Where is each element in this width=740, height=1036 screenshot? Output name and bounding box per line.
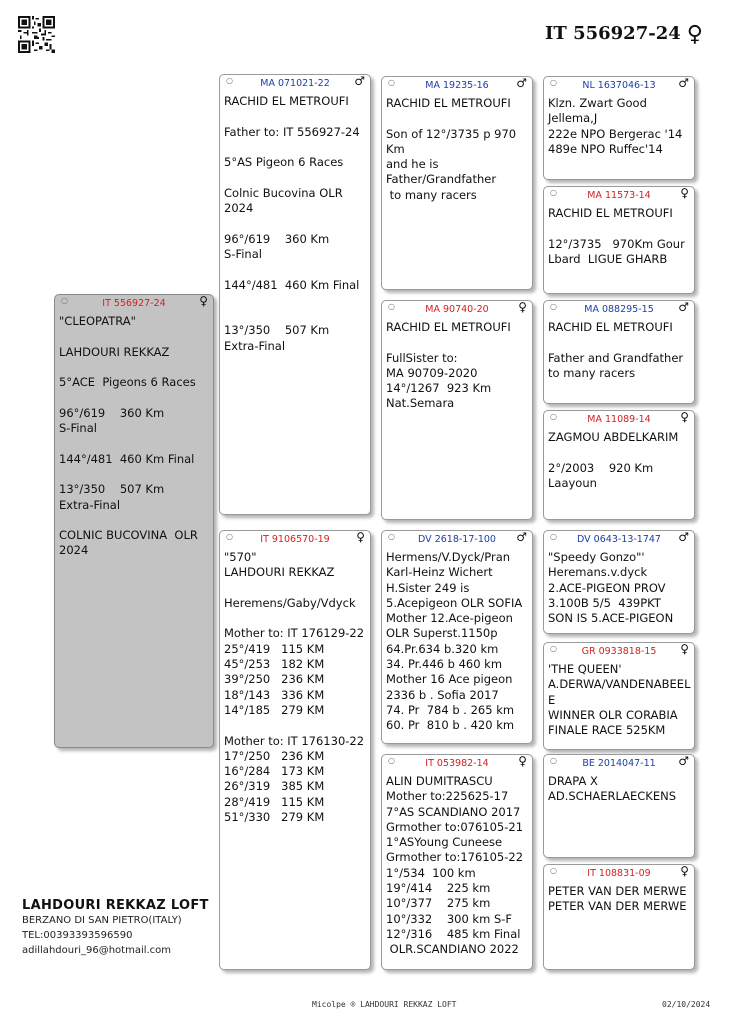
female-icon: ♀ <box>680 410 689 424</box>
female-icon: ♀ <box>686 22 703 47</box>
card-ring-number: NL 1637046-13 <box>582 80 656 91</box>
pedigree-card-mmf <box>543 754 695 858</box>
ring-number-header <box>545 22 703 47</box>
card-header <box>544 187 694 202</box>
female-icon: ♀ <box>518 300 527 314</box>
pedigree-card-ff <box>381 76 533 290</box>
small-circle-icon: ○ <box>550 302 557 311</box>
small-circle-icon: ○ <box>550 78 557 87</box>
card-ring-number: MA 11573-14 <box>587 190 651 201</box>
card-ring-number: IT 108831-09 <box>587 868 651 879</box>
card-ring-number: DV 2618-17-100 <box>418 534 496 545</box>
card-text: RACHID EL METROUFI FullSister to: MA 90709-2020 14°/1267 923 Km Nat.Semara <box>386 320 511 411</box>
small-circle-icon: ○ <box>550 644 557 653</box>
pedigree-card-fff <box>543 76 695 180</box>
card-ring-number: GR 0933818-15 <box>581 646 657 657</box>
card-text: RACHID EL METROUFI Father and Grandfather to many racers <box>548 320 684 380</box>
card-text: 'THE QUEEN' A.DERWA/VANDENABEEL E WINNER OLR CORABIA FINALE RACE 525KM <box>548 662 691 738</box>
male-icon: ♂ <box>678 300 689 314</box>
pedigree-card-mfm <box>543 642 695 750</box>
card-header <box>220 75 370 90</box>
pedigree-card-mm <box>381 754 533 970</box>
female-icon: ♀ <box>199 294 208 308</box>
card-ring-number: MA 071021-22 <box>260 78 330 89</box>
pedigree-card-fmm <box>543 410 695 520</box>
card-header <box>544 301 694 316</box>
pedigree-card-f <box>219 74 371 515</box>
male-icon: ♂ <box>354 74 365 88</box>
small-circle-icon: ○ <box>550 532 557 541</box>
card-text: DRAPA X AD.SCHAERLAECKENS <box>548 774 677 804</box>
card-ring-number: IT 9106570-19 <box>260 534 330 545</box>
card-ring-number: IT 556927-24 <box>102 298 166 309</box>
card-text: "570" LAHDOURI REKKAZ Heremens/Gaby/Vdyck Mother to: IT 176129-22 25°/419 115 KM 45°/253 182 KM 39°/250 236 KM 18°/143 336 KM 14°/185 279 KM Mother to: IT 176130-22 17°/250 236 KM 16°/284 173 KM 26°/319 385 KM 28°/419 115 KM 51°/330 279 KM <box>224 550 365 825</box>
ring-number: IT 556927-24 <box>545 23 681 44</box>
small-circle-icon: ○ <box>388 532 395 541</box>
card-text: Klzn. Zwart Good Jellema,J 222e NPO Bergerac '14 489e NPO Ruffec'14 <box>548 96 683 156</box>
male-icon: ♂ <box>516 76 527 90</box>
card-header <box>220 531 370 546</box>
card-header <box>382 77 532 92</box>
card-text: ZAGMOU ABDELKARIM 2°/2003 920 Km Laayoun <box>548 430 679 490</box>
card-text: RACHID EL METROUFI Son of 12°/3735 p 970 Km and he is Father/Grandfather to many racers <box>386 96 517 202</box>
female-icon: ♀ <box>356 530 365 544</box>
loft-address: BERZANO DI SAN PIETRO(ITALY) <box>22 915 182 926</box>
loft-email: adillahdouri_96@hotmail.com <box>22 945 172 956</box>
card-header <box>382 301 532 316</box>
pedigree-card-mff <box>543 530 695 634</box>
small-circle-icon: ○ <box>550 412 557 421</box>
small-circle-icon: ○ <box>388 756 395 765</box>
card-header <box>382 755 532 770</box>
pedigree-card-m <box>219 530 371 970</box>
small-circle-icon: ○ <box>550 188 557 197</box>
qr-code <box>18 16 55 53</box>
male-icon: ♂ <box>678 530 689 544</box>
female-icon: ♀ <box>518 754 527 768</box>
card-ring-number: MA 90740-20 <box>425 304 489 315</box>
loft-info <box>22 898 209 958</box>
male-icon: ♂ <box>678 754 689 768</box>
pedigree-card-fmf <box>543 300 695 404</box>
female-icon: ♀ <box>680 864 689 878</box>
footer-credit: Micolpe ® LAHDOURI REKKAZ LOFT <box>312 1000 457 1009</box>
card-header <box>544 531 694 546</box>
card-ring-number: MA 19235-16 <box>425 80 489 91</box>
small-circle-icon: ○ <box>61 296 68 305</box>
card-ring-number: MA 088295-15 <box>584 304 654 315</box>
card-ring-number: MA 11089-14 <box>587 414 651 425</box>
card-ring-number: IT 053982-14 <box>425 758 489 769</box>
card-header <box>544 865 694 880</box>
male-icon: ♂ <box>678 76 689 90</box>
card-text: "Speedy Gonzo"' Heremans.v.dyck 2.ACE-PIGEON PROV 3.100B 5/5 439PKT SON IS 5.ACE-PIGEON <box>548 550 674 626</box>
pedigree-card-g0 <box>54 294 214 748</box>
pedigree-card-ffm <box>543 186 695 294</box>
card-header <box>544 755 694 770</box>
footer-date: 02/10/2024 <box>662 1000 711 1009</box>
female-icon: ♀ <box>680 642 689 656</box>
male-icon: ♂ <box>516 530 527 544</box>
card-header <box>382 531 532 546</box>
card-text: "CLEOPATRA" LAHDOURI REKKAZ 5°ACE Pigeons 6 Races 96°/619 360 Km S-Final 144°/481 460 Km Final 13°/350 507 Km Extra-Final COLNIC BUCOVINA OLR 2024 <box>59 314 198 558</box>
card-ring-number: DV 0643-13-1747 <box>577 534 661 545</box>
pedigree-card-mmm <box>543 864 695 970</box>
card-text: RACHID EL METROUFI 12°/3735 970Km Gour Lbard LIGUE GHARB <box>548 206 685 266</box>
card-ring-number: BE 2014047-11 <box>582 758 656 769</box>
female-icon: ♀ <box>680 186 689 200</box>
card-header <box>544 77 694 92</box>
card-header <box>55 295 213 310</box>
small-circle-icon: ○ <box>550 756 557 765</box>
loft-phone: TEL:00393393596590 <box>22 930 133 941</box>
pedigree-card-mf <box>381 530 533 744</box>
pedigree-card-fm <box>381 300 533 520</box>
card-header <box>544 643 694 658</box>
card-text: Hermens/V.Dyck/Pran Karl-Heinz Wichert H.Sister 249 is 5.Acepigeon OLR SOFIA Mother 12.Ace-pigeon OLR Superst.1150p 64.Pr.634 b.320 km 34. Pr.446 b 460 km Mother 16 Ace pigeon 2336 b . Sofia 2017 74. Pr 784 b . 265 km 60. Pr 810 b . 420 km <box>386 550 523 733</box>
card-text: RACHID EL METROUFI Father to: IT 556927-24 5°AS Pigeon 6 Races Colnic Bucovina OLR 2024 96°/619 360 Km S-Final 144°/481 460 Km Final 13°/350 507 Km Extra-Final <box>224 94 360 353</box>
card-text: ALIN DUMITRASCU Mother to:225625-17 7°AS SCANDIANO 2017 Grmother to:076105-21 1°ASYoung Cuneese Grmother to:176105-22 1°/534 100 km 19°/414 225 km 10°/377 275 km 10°/332 300 km S-F 12°/316 485 km Final OLR.SCANDIANO 2022 <box>386 774 524 957</box>
small-circle-icon: ○ <box>226 532 233 541</box>
small-circle-icon: ○ <box>388 302 395 311</box>
small-circle-icon: ○ <box>550 866 557 875</box>
small-circle-icon: ○ <box>388 78 395 87</box>
small-circle-icon: ○ <box>226 76 233 85</box>
card-header <box>544 411 694 426</box>
card-text: PETER VAN DER MERWE PETER VAN DER MERWE <box>548 884 687 914</box>
loft-name: LAHDOURI REKKAZ LOFT <box>22 898 209 913</box>
